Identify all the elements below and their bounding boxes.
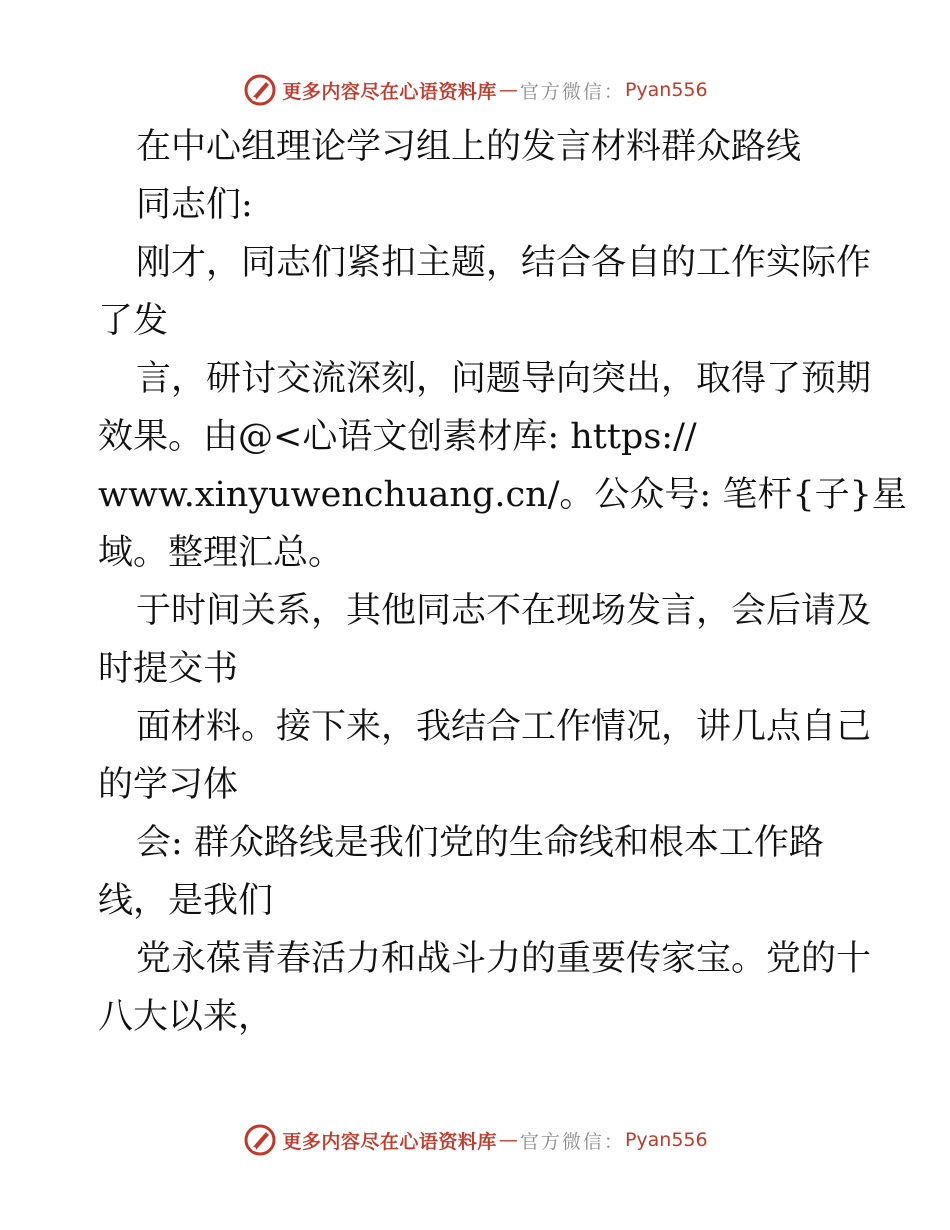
footer-watermark bbox=[0, 1120, 950, 1160]
paragraph-line: 面材料。接下来，我结合工作情况，讲几点自己 bbox=[136, 707, 872, 747]
paragraph-line: 了发 bbox=[98, 301, 169, 341]
paragraph-line: 言，研讨交流深刻，问题导向突出，取得了预期 bbox=[136, 359, 872, 399]
paragraph-line: 会: 群众路线是我们党的生命线和根本工作路 bbox=[136, 823, 824, 863]
promo-text: 更多内容尽在心语资料库 bbox=[282, 1130, 497, 1153]
contact-label: 官方微信： bbox=[519, 1130, 625, 1153]
paragraph-line: www.xinyuwenchuang.cn/。公众号: 笔杆{子}星 bbox=[98, 475, 907, 515]
contact-label: 官方微信： bbox=[519, 80, 625, 103]
paragraph-line: 党永葆青春活力和战斗力的重要传家宝。党的十 bbox=[136, 939, 872, 979]
header-watermark bbox=[0, 70, 950, 110]
paragraph-line: 于时间关系，其他同志不在现场发言，会后请及 bbox=[136, 591, 872, 631]
contact-id: Pyan556 bbox=[624, 79, 708, 101]
pen-nib-logo-icon bbox=[242, 1122, 278, 1158]
document-title: 在中心组理论学习组上的发言材料群众路线 bbox=[136, 127, 802, 167]
separator-dash: — bbox=[498, 79, 518, 101]
paragraph-line: 域。整理汇总。 bbox=[98, 533, 344, 573]
paragraph-line: 八大以来， bbox=[98, 997, 274, 1037]
paragraph-line: 效果。由@<心语文创素材库: https:// bbox=[98, 417, 697, 457]
contact-id: Pyan556 bbox=[624, 1129, 708, 1151]
pen-nib-logo-icon bbox=[242, 72, 278, 108]
promo-text: 更多内容尽在心语资料库 bbox=[282, 80, 497, 103]
paragraph-line: 的学习体 bbox=[98, 765, 239, 805]
paragraph-line: 时提交书 bbox=[98, 649, 239, 689]
salutation: 同志们: bbox=[136, 185, 253, 225]
paragraph-line: 刚才，同志们紧扣主题，结合各自的工作实际作 bbox=[136, 243, 872, 283]
paragraph-line: 线，是我们 bbox=[98, 881, 274, 921]
document-body bbox=[98, 118, 907, 1046]
separator-dash: — bbox=[498, 1129, 518, 1151]
